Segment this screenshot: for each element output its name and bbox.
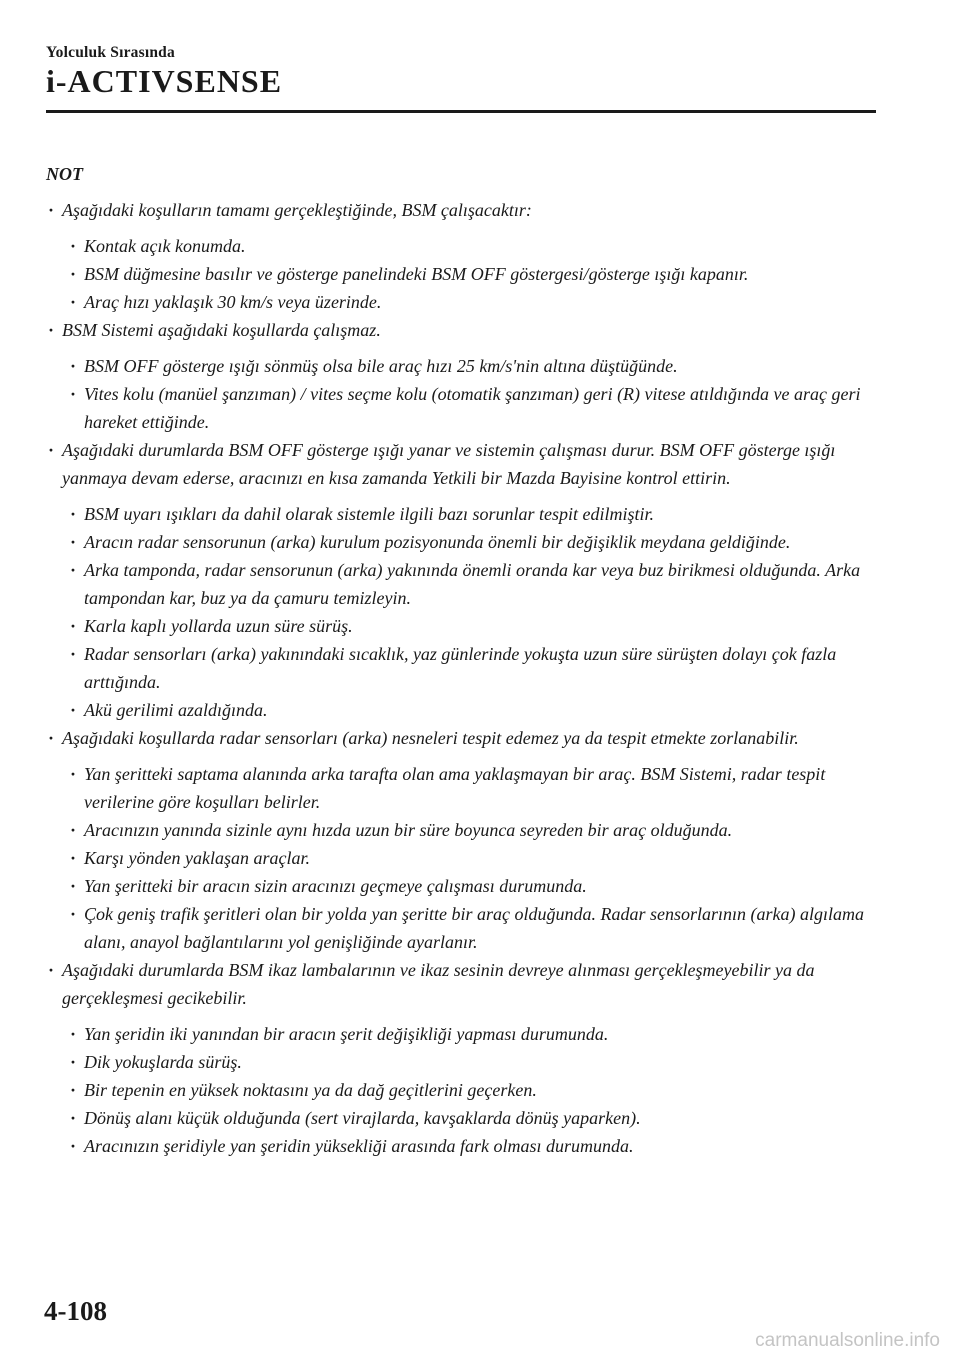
sub-bullet-item: · Dik yokuşlarda sürüş. [46, 1048, 876, 1076]
sub-bullet-item: · Kontak açık konumda. [46, 232, 876, 260]
sub-bullet-item: · Yan şeridin iki yanından bir aracın şerit değişikliği yapması durumunda. [46, 1020, 876, 1048]
header-divider [46, 110, 876, 113]
sub-bullet-item: · Aracınızın şeridiyle yan şeridin yüksekliği arasında fark olması durumunda. [46, 1132, 876, 1160]
page-number: 4-108 [44, 1296, 107, 1326]
section-title: Yolculuk Sırasında [46, 44, 175, 61]
note-content [46, 160, 876, 1160]
sub-bullet-item: · Dönüş alanı küçük olduğunda (sert virajlarda, kavşaklarda dönüş yaparken). [46, 1104, 876, 1132]
sub-bullet-item: · BSM OFF gösterge ışığı sönmüş olsa bile araç hızı 25 km/s'nin altına düştüğünde. [46, 352, 876, 380]
sub-bullet-item: · Araç hızı yaklaşık 30 km/s veya üzerinde. [46, 288, 876, 316]
page-header [46, 44, 876, 99]
sub-bullet-item: · Çok geniş trafik şeritleri olan bir yolda yan şeritte bir araç olduğunda. Radar sensorlarının (arka) algılama alanı, anayol bağlantılarını yol genişliğinde ayarlanır. [46, 900, 876, 956]
sub-bullet-item: · Aracınızın yanında sizinle aynı hızda uzun bir süre boyunca seyreden bir araç olduğunda. [46, 816, 876, 844]
bullet-item: · Aşağıdaki koşullarda radar sensorları (arka) nesneleri tespit edemez ya da tespit etmekte zorlanabilir. [46, 724, 876, 752]
sub-bullet-item: · Arka tamponda, radar sensorunun (arka) yakınında önemli oranda kar veya buz birikmesi olduğunda. Arka tampondan kar, buz ya da çamuru temizleyin. [46, 556, 876, 612]
watermark: carmanualsonline.info [755, 1330, 940, 1351]
sub-bullet-item: · Karşı yönden yaklaşan araçlar. [46, 844, 876, 872]
bullet-item: · Aşağıdaki koşulların tamamı gerçekleştiğinde, BSM çalışacaktır: [46, 196, 876, 224]
bullet-item: · Aşağıdaki durumlarda BSM OFF gösterge ışığı yanar ve sistemin çalışması durur. BSM OFF gösterge ışığı yanmaya devam ederse, aracınızı en kısa zamanda Yetkili bir Mazda Bayisine kontrol ettirin. [46, 436, 876, 492]
bullet-item: · BSM Sistemi aşağıdaki koşullarda çalışmaz. [46, 316, 876, 344]
sub-bullet-item: · Vites kolu (manüel şanzıman) / vites seçme kolu (otomatik şanzıman) geri (R) vitese atıldığında ve araç geri hareket ettiğinde. [46, 380, 876, 436]
sub-bullet-item: · Yan şeritteki bir aracın sizin aracınızı geçmeye çalışması durumunda. [46, 872, 876, 900]
sub-bullet-item: · BSM düğmesine basılır ve gösterge panelindeki BSM OFF göstergesi/gösterge ışığı kapanır. [46, 260, 876, 288]
sub-bullet-item: · Karla kaplı yollarda uzun süre sürüş. [46, 612, 876, 640]
sub-bullet-item: · Aracın radar sensorunun (arka) kurulum pozisyonunda önemli bir değişiklik meydana geldiğinde. [46, 528, 876, 556]
sub-bullet-item: · Radar sensorları (arka) yakınındaki sıcaklık, yaz günlerinde yokuşta uzun süre sürüşten dolayı çok fazla arttığında. [46, 640, 876, 696]
note-list [46, 196, 876, 1160]
note-label: NOT [46, 164, 83, 184]
sub-bullet-item: · Yan şeritteki saptama alanında arka tarafta olan ama yaklaşmayan bir araç. BSM Sistemi, radar tespit verilerine göre koşulları belirler. [46, 760, 876, 816]
page-title: i-ACTIVSENSE [46, 63, 283, 99]
sub-bullet-item: · Bir tepenin en yüksek noktasını ya da dağ geçitlerini geçerken. [46, 1076, 876, 1104]
bullet-item: · Aşağıdaki durumlarda BSM ikaz lambalarının ve ikaz sesinin devreye alınması gerçekleşmeyebilir ya da gerçekleşmesi gecikebilir. [46, 956, 876, 1012]
sub-bullet-item: · Akü gerilimi azaldığında. [46, 696, 876, 724]
sub-bullet-item: · BSM uyarı ışıkları da dahil olarak sistemle ilgili bazı sorunlar tespit edilmiştir. [46, 500, 876, 528]
